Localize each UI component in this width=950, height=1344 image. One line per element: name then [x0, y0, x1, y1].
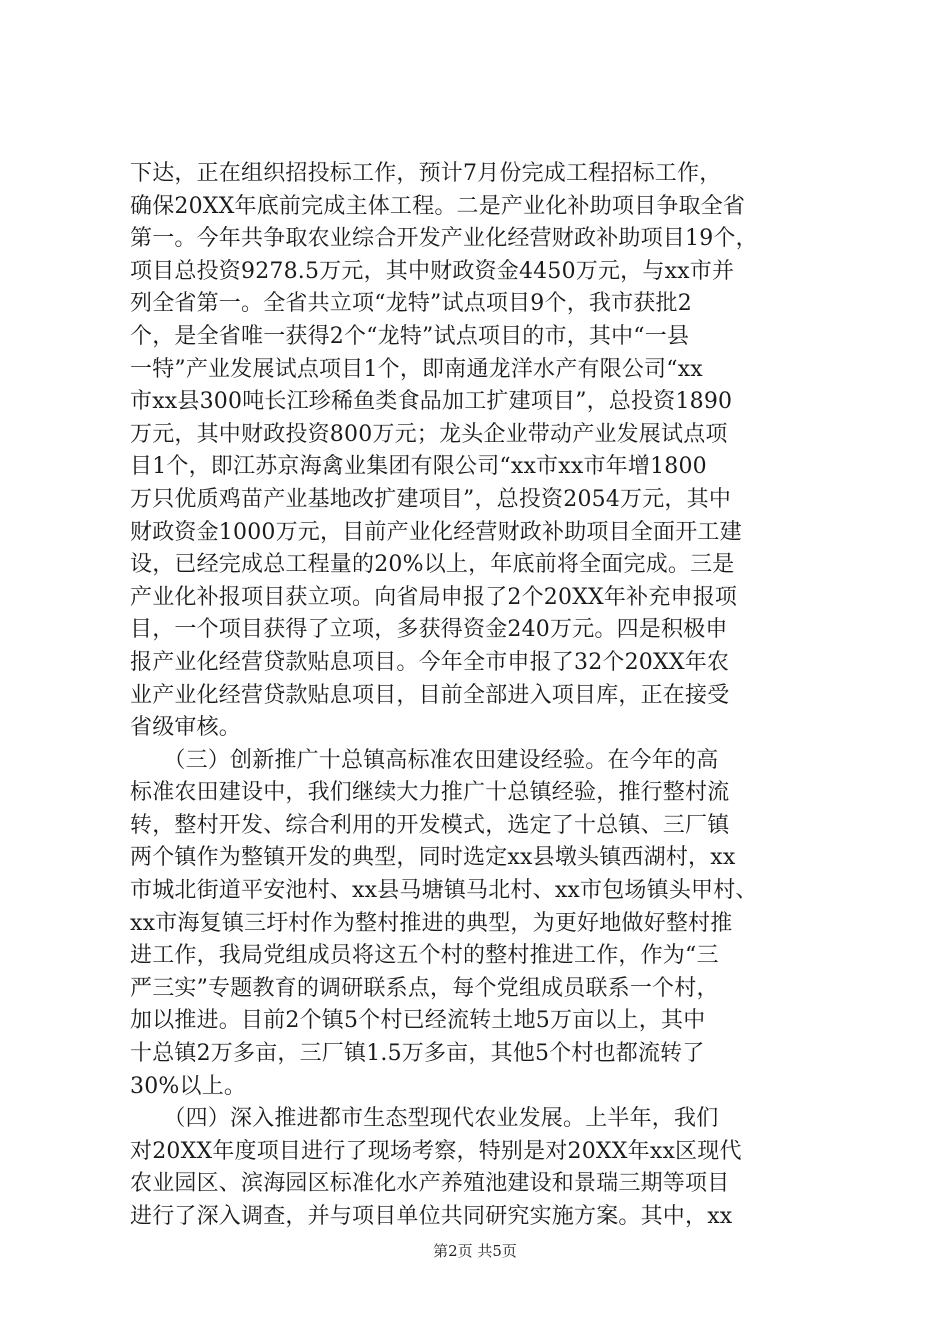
text-line: 项目总投资9278.5万元，其中财政资金4450万元，与xx市并 — [130, 258, 735, 284]
text-line: 设，已经完成总工程量的20%以上，年底前将全面完成。三是 — [130, 552, 735, 578]
text-line: 转，整村开发、综合利用的开发模式，选定了十总镇、三厂镇 — [130, 812, 730, 838]
body-text — [130, 158, 830, 1234]
text-line: xx市海复镇三圩村作为整村推进的典型，为更好地做好整村推 — [130, 910, 733, 936]
text-line: 目，一个项目获得了立项，多获得资金240万元。四是积极申 — [130, 617, 728, 643]
text-line: 十总镇2万多亩，三厂镇1.5万多亩，其他5个村也都流转了 — [130, 1041, 705, 1067]
text-line: 省级审核。 — [130, 715, 242, 741]
text-line: 万元，其中财政投资800万元；龙头企业带动产业发展试点项 — [130, 421, 728, 447]
text-line: 两个镇作为整镇开发的典型，同时选定xx县墩头镇西湖村，xx — [130, 845, 736, 871]
section-heading-line: （三）创新推广十总镇高标准农田建设经验。在今年的高 — [130, 747, 719, 773]
text-line: 进行了深入调查，并与项目单位共同研究实施方案。其中，xx — [130, 1204, 733, 1229]
text-line: 个，是全省唯一获得2个“龙特”试点项目的市，其中“一县 — [130, 323, 690, 349]
text-line: 进工作，我局党组成员将这五个村的整村推进工作，作为“三 — [130, 943, 719, 969]
text-line: 加以推进。目前2个镇5个村已经流转土地5万亩以上，其中 — [130, 1008, 706, 1034]
text-line: 下达，正在组织招投标工作，预计7月份完成工程招标工作， — [130, 161, 722, 186]
text-line: 30%以上。 — [130, 1073, 247, 1099]
text-line: 标准农田建设中，我们继续大力推广十总镇经验，推行整村流 — [130, 780, 730, 806]
page-footer: 第2页 共5页 — [433, 1242, 517, 1260]
text-line: 市城北街道平安池村、xx县马塘镇马北村、xx市包场镇头甲村、 — [130, 878, 758, 904]
text-line: 万只优质鸡苗产业基地改扩建项目”，总投资2054万元，其中 — [130, 486, 732, 512]
text-line: 目1个，即江苏京海禽业集团有限公司“xx市xx市年增1800 — [130, 454, 707, 480]
text-line: 第一。今年共争取农业综合开发产业化经营财政补助项目19个， — [130, 226, 758, 252]
text-line: 市xx县300吨长江珍稀鱼类食品加工扩建项目”，总投资1890 — [130, 389, 733, 415]
section-heading-line: （四）深入推进都市生态型现代农业发展。上半年，我们 — [130, 1106, 719, 1132]
text-line: 一特”产业发展试点项目1个，即南通龙洋水产有限公司“xx — [130, 356, 703, 382]
text-line: 财政资金1000万元，目前产业化经营财政补助项目全面开工建 — [130, 519, 742, 545]
text-line: 列全省第一。全省共立项“龙特”试点项目9个，我市获批2 — [130, 291, 692, 317]
text-line: 业产业化经营贷款贴息项目，目前全部进入项目库，正在接受 — [130, 682, 730, 708]
text-line: 确保20XX年底前完成主体工程。二是产业化补助项目争取全省 — [130, 193, 746, 219]
text-line: 对20XX年度项目进行了现场考察，特别是对20XX年xx区现代 — [130, 1138, 742, 1164]
text-line: 产业化补报项目获立项。向省局申报了2个20XX年补充申报项 — [130, 584, 738, 610]
text-line: 报产业化经营贷款贴息项目。今年全市申报了32个20XX年农 — [130, 649, 730, 675]
text-line: 严三实”专题教育的调研联系点，每个党组成员联系一个村， — [130, 975, 719, 1001]
text-line: 农业园区、滨海园区标准化水产养殖池建设和景瑞三期等项目 — [130, 1171, 730, 1197]
